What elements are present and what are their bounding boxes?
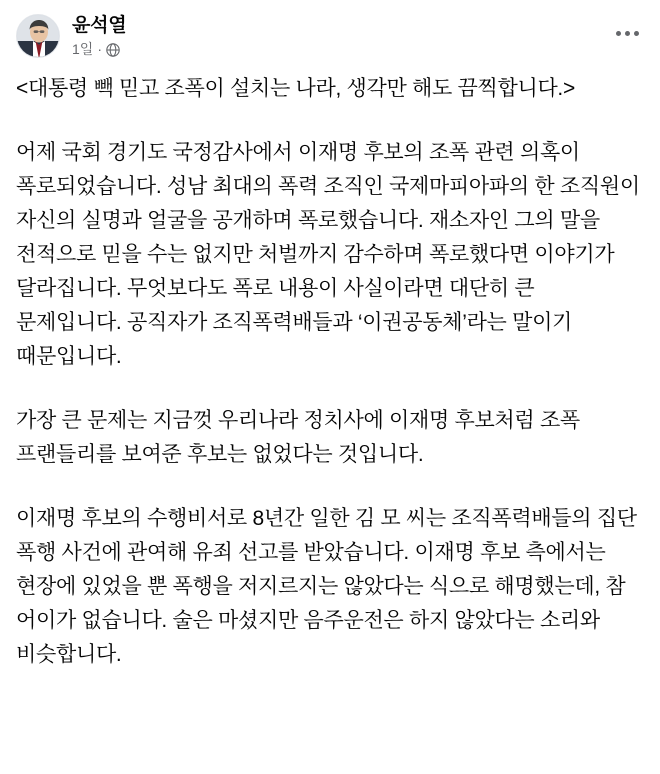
post-header-text [72,14,126,58]
more-dot [625,31,630,36]
post-body [16,72,644,672]
author-name[interactable]: 윤석열 [72,15,127,36]
post-paragraph: 가장 큰 문제는 지금껏 우리나라 정치사에 이재명 후보처럼 조폭 프랜들리를 보여준 후보는 없었다는 것입니다. [16,409,580,466]
post-timestamp[interactable]: 1일 [72,41,94,57]
meta-separator: · [97,41,102,57]
avatar[interactable] [16,14,60,58]
post-meta [72,41,126,58]
globe-icon[interactable] [106,43,120,57]
more-dot [616,31,621,36]
post-paragraph: 이재명 후보의 수행비서로 8년간 일한 김 모 씨는 조직폭력배들의 집단 폭행 사건에 관여해 유죄 선고를 받았습니다. 이재명 후보 측에서는 현장에 있었을 뿐 폭행을 저지르지는 않았다는 식으로 해명했는데, 참 어이가 없습니다. 술은 마셨지만 음주운전은 하지 않았다는 소리와 비슷합니다. [16,507,637,666]
post-paragraph: <대통령 빽 믿고 조폭이 설치는 나라, 생각만 해도 끔찍합니다.> [16,77,575,100]
more-dot [634,31,639,36]
post-paragraph: 어제 국회 경기도 국정감사에서 이재명 후보의 조폭 관련 의혹이 폭로되었습니다. 성남 최대의 폭력 조직인 국제마피아파의 한 조직원이 자신의 실명과 얼굴을 공개하며 폭로했습니다. 재소자인 그의 말을 전적으로 믿을 수는 없지만 처벌까지 감수하며 폭로했다면 이야기가 달라집니다. 무엇보다도 폭로 내용이 사실이라면 대단히 큰 문제입니다. 공직자가 조직폭력배들과 ‘이권공동체’라는 말이기 때문입니다. [16,141,640,368]
post-header [16,14,644,58]
more-options-icon[interactable] [610,16,644,50]
